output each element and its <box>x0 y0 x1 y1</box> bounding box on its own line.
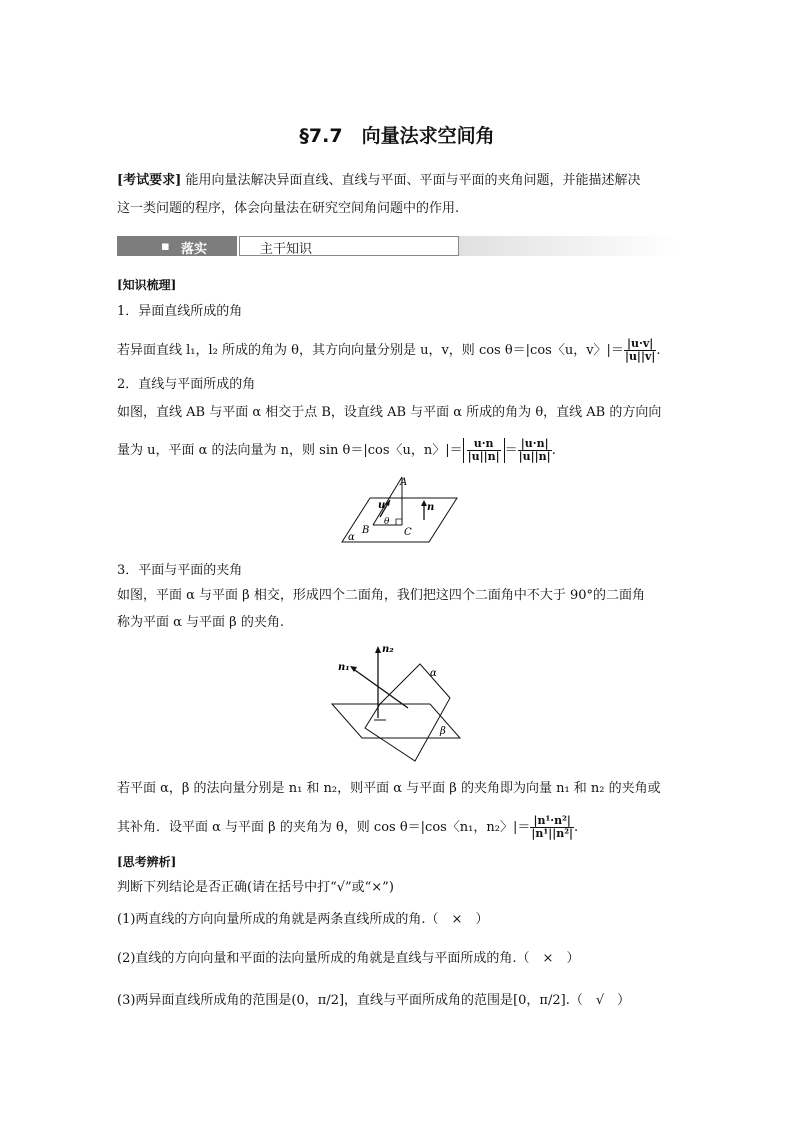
banner-bullet-icon: ▪ <box>161 239 170 254</box>
plane-alpha-shape <box>342 498 457 542</box>
label-b: B <box>362 525 370 536</box>
s1-text: 若异面直线 l₁，l₂ 所成的角为 θ，其方向向量分别是 u，v，则 cos θ＝|cos〈u，v〉|＝ <box>117 343 624 358</box>
label-n1: n₁ <box>338 662 350 673</box>
s2-end: . <box>551 443 556 458</box>
banner-fade <box>459 236 677 256</box>
s2-fraction1-numerator: u·n <box>467 438 501 451</box>
s1-statement <box>117 338 660 363</box>
thinking-q3-range-1: (0，π/2] <box>291 993 345 1008</box>
banner-light-block <box>239 236 459 256</box>
label-theta: θ <box>384 517 390 527</box>
s2-eq: ＝ <box>504 443 518 458</box>
s3-end: . <box>574 820 579 835</box>
banner-left-label: 落实 <box>181 242 208 257</box>
s2-text: 量为 u，平面 α 的法向量为 n，则 sin θ＝|cos〈u，n〉|＝ <box>117 443 463 458</box>
knowledge-tag: [知识梳理] <box>117 278 177 292</box>
s3-fraction-denominator: |n¹||n²| <box>531 827 574 840</box>
section-banner <box>117 236 677 258</box>
s3-line-3: 若平面 α，β 的法向量分别是 n₁ 和 n₂，则平面 α 与平面 β 的夹角即为向量 n₁ 和 n₂ 的夹角或 <box>117 781 661 796</box>
s1-fraction-denominator: |u||v| <box>624 350 656 363</box>
normal-n2-arrowhead <box>375 646 381 653</box>
s3-heading: 3．平面与平面的夹角 <box>117 563 243 578</box>
normal-n1-arrow <box>352 668 408 708</box>
s2-abs-fraction <box>463 438 505 463</box>
s3-line-4 <box>117 815 578 840</box>
thinking-q3-part-b: ，直线与平面所成角的范围是 <box>344 993 514 1008</box>
thinking-q1: (1)两直线的方向向量所成的角就是两条直线所成的角.（ × ） <box>117 912 489 927</box>
s1-end: . <box>656 343 661 358</box>
exam-requirement-text-1: 能用向量法解决异面直线、直线与平面、平面与平面的夹角问题，并能描述解决 <box>185 173 641 188</box>
exam-requirement-line-1 <box>117 172 640 190</box>
s2-line-1: 如图，直线 AB 与平面 α 相交于点 B，设直线 AB 与平面 α 所成的角为 θ，直线 AB 的方向向 <box>117 405 662 420</box>
s3-line-1: 如图，平面 α 与平面 β 相交，形成四个二面角，我们把这四个二面角中不大于 90°的二面角 <box>117 588 645 603</box>
thinking-q3 <box>117 992 630 1010</box>
s2-line-2 <box>117 438 556 463</box>
banner-right-label: 主干知识 <box>260 242 313 257</box>
s2-heading: 2．直线与平面所成的角 <box>117 377 256 392</box>
s1-heading: 1．异面直线所成的角 <box>117 304 243 319</box>
label-beta: β <box>440 726 446 737</box>
s2-fraction2-denominator: |u||n| <box>518 450 551 463</box>
thinking-q3-range-2: [0，π/2] <box>513 993 566 1008</box>
thinking-q3-part-c: .（ √ ） <box>565 993 631 1008</box>
s1-fraction <box>624 338 656 363</box>
two-planes-figure <box>330 638 465 763</box>
exam-requirement-line-2: 这一类问题的程序，体会向量法在研究空间角问题中的作用. <box>117 201 460 216</box>
s2-fraction1-denominator: |u||n| <box>467 450 500 463</box>
page-title: §7.7 向量法求空间角 <box>299 125 495 147</box>
thinking-intro: 判断下列结论是否正确(请在括号中打“√”或“×”) <box>117 880 394 895</box>
right-angle-mark <box>396 519 402 525</box>
s2-fraction2-numerator: |u·n| <box>518 438 552 451</box>
label-alpha: α <box>348 532 355 543</box>
s2-fraction2 <box>518 438 552 463</box>
s3-fraction-numerator: |n¹·n²| <box>530 815 574 828</box>
label-n2: n₂ <box>382 644 394 655</box>
exam-requirement-tag: [考试要求] <box>117 173 182 188</box>
line-plane-figure <box>340 470 460 550</box>
s3-text: 其补角．设平面 α 与平面 β 的夹角为 θ，则 cos θ＝|cos〈n₁，n₂〉|＝ <box>117 820 531 835</box>
thinking-q3-part-a: (3)两异面直线所成角的范围是 <box>117 993 292 1008</box>
s3-fraction <box>530 815 574 840</box>
s1-fraction-numerator: |u·v| <box>624 338 656 351</box>
thinking-q2: (2)直线的方向向量和平面的法向量所成的角就是直线与平面所成的角.（ × ） <box>117 951 580 966</box>
label-u: u <box>378 500 386 511</box>
label-n: n <box>427 502 435 513</box>
banner-dark-block <box>117 236 237 256</box>
label-c: C <box>404 527 412 538</box>
thinking-tag: [思考辨析] <box>117 855 177 869</box>
label-alpha: α <box>430 668 437 679</box>
s3-line-2: 称为平面 α 与平面 β 的夹角. <box>117 615 284 630</box>
label-a: A <box>400 477 408 488</box>
